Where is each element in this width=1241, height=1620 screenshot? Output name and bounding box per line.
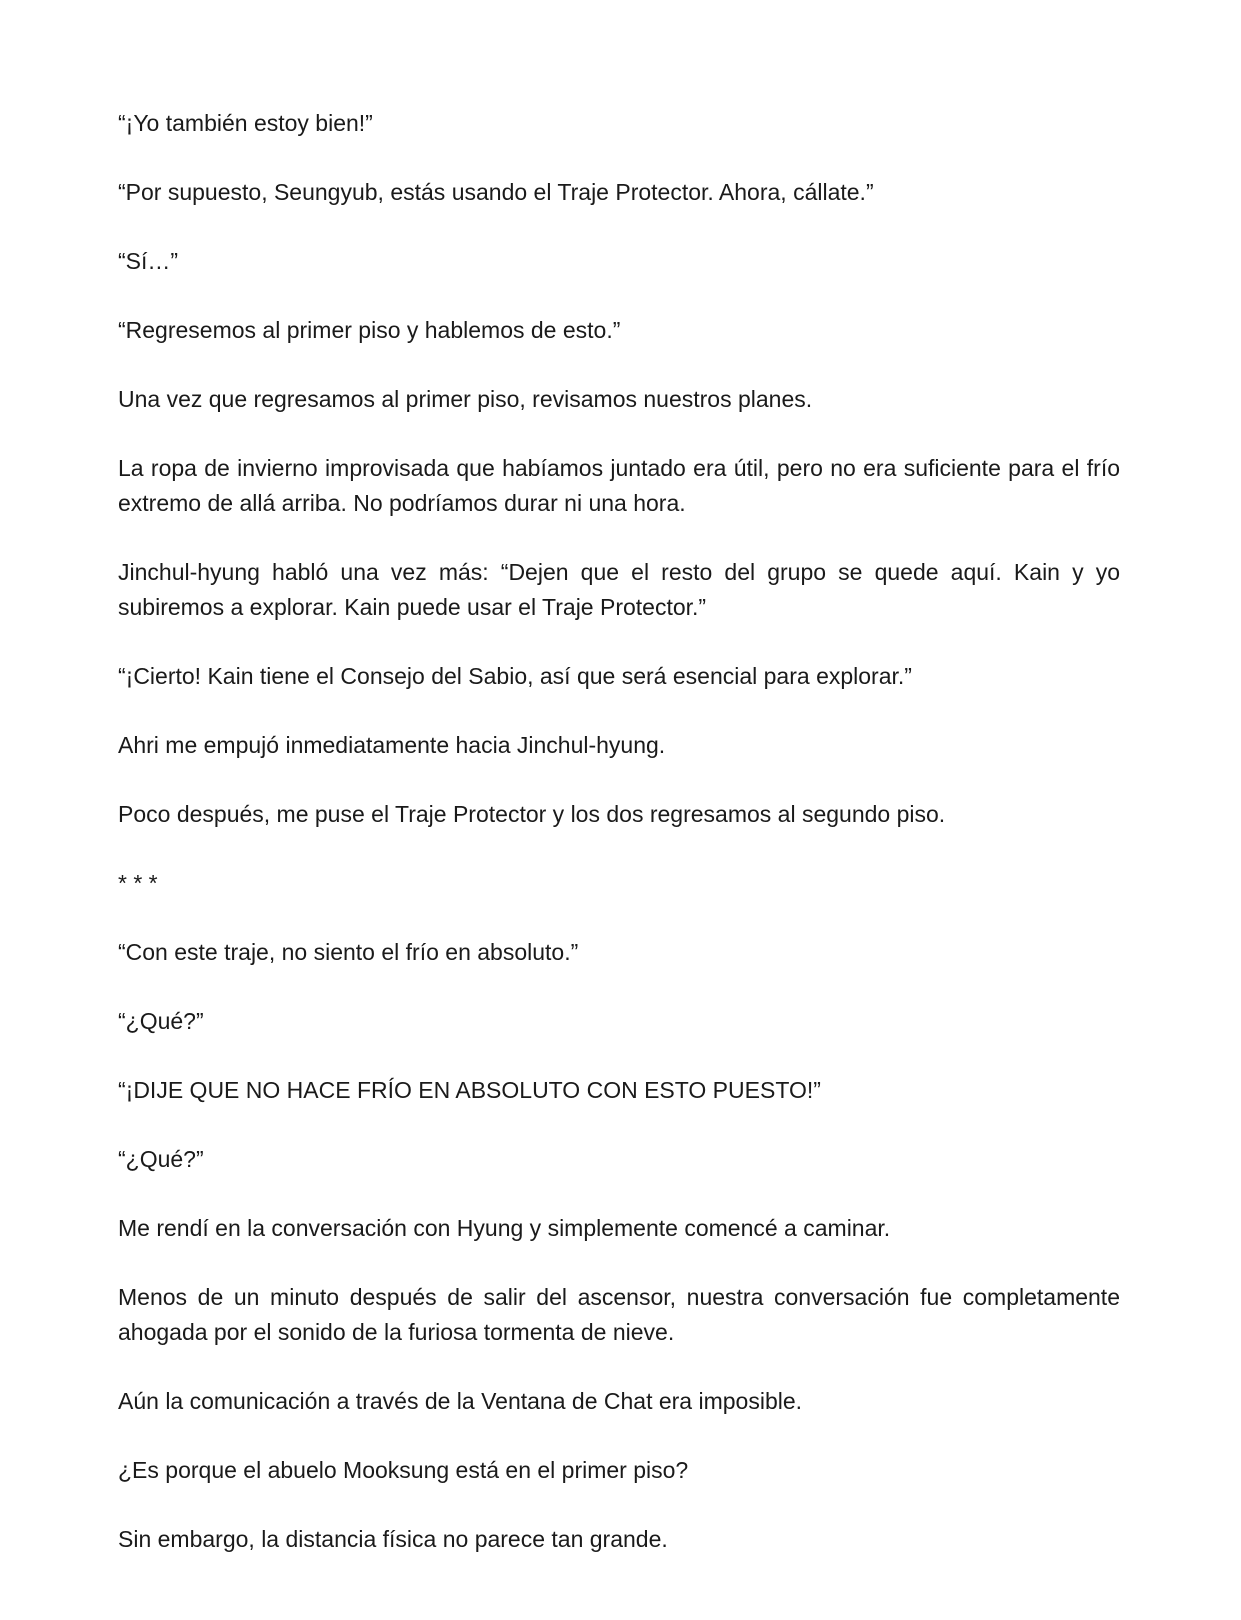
paragraph: “¡Yo también estoy bien!” xyxy=(118,110,373,136)
paragraph: “¿Qué?” xyxy=(118,1146,204,1172)
paragraph: Aún la comunicación a través de la Ventana de Chat era imposible. xyxy=(118,1388,803,1414)
paragraph: “¡DIJE QUE NO HACE FRÍO EN ABSOLUTO CON ESTO PUESTO!” xyxy=(118,1077,821,1103)
paragraph: Me rendí en la conversación con Hyung y simplemente comencé a caminar. xyxy=(118,1215,891,1241)
paragraph: Jinchul-hyung habló una vez más: “Dejen que el resto del grupo se quede aquí. Kain y yo subiremos a explorar. Kain puede usar el Traje Protector.” xyxy=(118,559,1120,620)
paragraph: La ropa de invierno improvisada que habíamos juntado era útil, pero no era suficiente para el frío extremo de allá arriba. No podríamos durar ni una hora. xyxy=(118,455,1120,516)
paragraph: Menos de un minuto después de salir del ascensor, nuestra conversación fue completamente ahogada por el sonido de la furiosa tormenta de nieve. xyxy=(118,1284,1120,1345)
document-body xyxy=(118,106,1120,1591)
paragraph: “¡Cierto! Kain tiene el Consejo del Sabio, así que será esencial para explorar.” xyxy=(118,663,912,689)
paragraph: “Con este traje, no siento el frío en absoluto.” xyxy=(118,939,579,965)
paragraph: “Sí…” xyxy=(118,248,179,274)
paragraph: “Por supuesto, Seungyub, estás usando el Traje Protector. Ahora, cállate.” xyxy=(118,179,874,205)
scene-break: * * * xyxy=(118,870,158,896)
paragraph: Poco después, me puse el Traje Protector y los dos regresamos al segundo piso. xyxy=(118,801,946,827)
paragraph: ¿Es porque el abuelo Mooksung está en el primer piso? xyxy=(118,1457,689,1483)
paragraph: “Regresemos al primer piso y hablemos de esto.” xyxy=(118,317,621,343)
paragraph: Una vez que regresamos al primer piso, revisamos nuestros planes. xyxy=(118,386,813,412)
paragraph: Sin embargo, la distancia física no parece tan grande. xyxy=(118,1526,668,1552)
paragraph: Ahri me empujó inmediatamente hacia Jinchul-hyung. xyxy=(118,732,666,758)
paragraph: “¿Qué?” xyxy=(118,1008,204,1034)
